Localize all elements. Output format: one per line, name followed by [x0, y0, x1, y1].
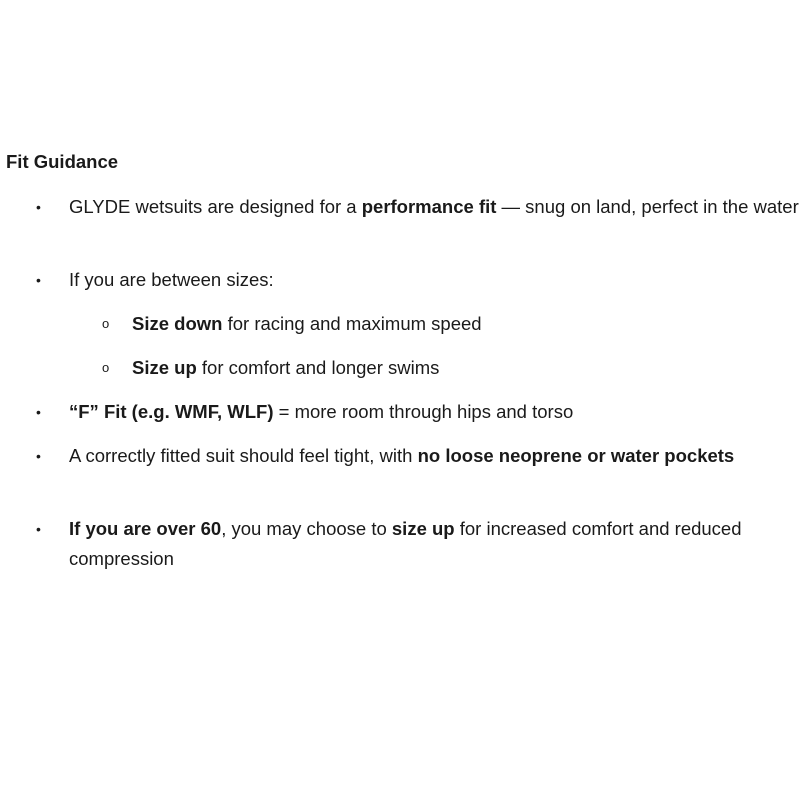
item-text: — snug on land, perfect in the water — [496, 196, 799, 217]
item-text-bold: Size down — [132, 313, 223, 334]
item-text: , you may choose to — [221, 518, 392, 539]
list-item-f-fit — [36, 397, 800, 427]
list-item-between-sizes — [36, 265, 800, 295]
sub-bullet-icon: o — [102, 360, 110, 375]
item-text-bold: Size up — [132, 357, 197, 378]
section-heading: Fit Guidance — [6, 151, 119, 172]
list-item-performance-fit — [36, 192, 800, 222]
item-text: = more room through hips and torso — [273, 401, 574, 422]
item-text-bold: If you are over 60 — [69, 518, 222, 539]
bullet-icon: • — [36, 521, 41, 537]
item-text-bold: “F” Fit (e.g. WMF, WLF) — [69, 401, 274, 422]
bullet-icon: • — [36, 272, 41, 288]
bullet-icon: • — [36, 404, 41, 420]
sub-list-item-size-up — [102, 353, 792, 383]
sub-bullet-icon: o — [102, 316, 110, 331]
item-text: for increased comfort and reduced compression — [69, 518, 742, 569]
list-item-over-60 — [36, 514, 800, 574]
sub-list-item-size-down — [102, 309, 792, 339]
item-text: for racing and maximum speed — [222, 313, 482, 334]
bullet-icon: • — [36, 199, 41, 215]
item-text: A correctly fitted suit should feel tight, with — [69, 445, 418, 466]
item-text: If you are between sizes: — [69, 269, 274, 290]
item-text-bold: performance fit — [361, 196, 497, 217]
item-text: GLYDE wetsuits are designed for a — [69, 196, 362, 217]
list-item-correct-fit — [36, 441, 800, 471]
bullet-icon: • — [36, 448, 41, 464]
item-text: for comfort and longer swims — [196, 357, 440, 378]
item-text-bold: no loose neoprene or water pockets — [417, 445, 735, 466]
item-text-bold: size up — [391, 518, 455, 539]
